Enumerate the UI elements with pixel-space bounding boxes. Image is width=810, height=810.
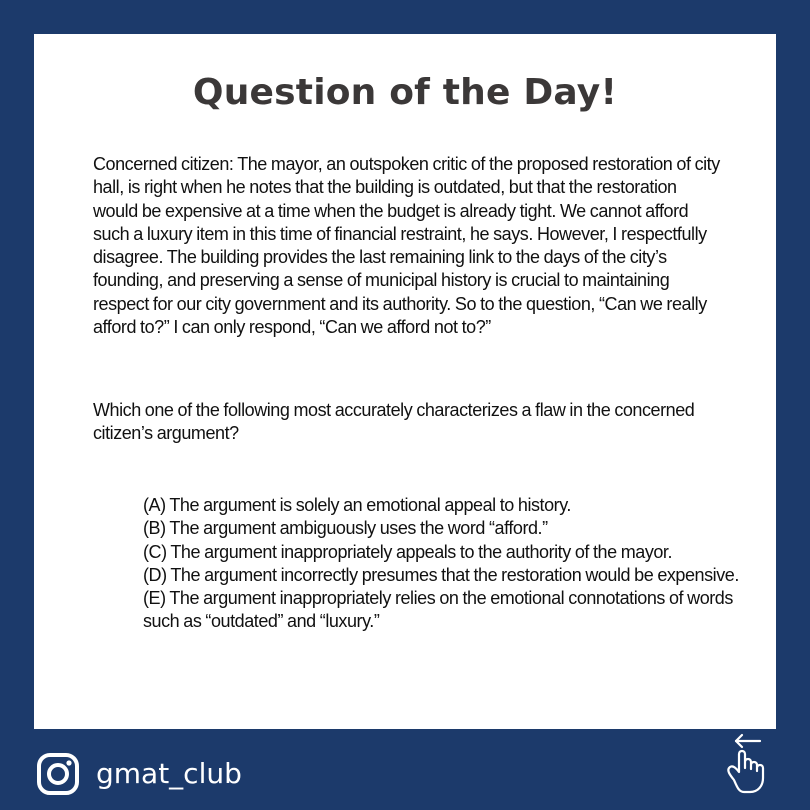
- account-handle[interactable]: gmat_club: [96, 757, 242, 790]
- question-passage: Concerned citizen: The mayor, an outspoken critic of the proposed restoration of city hall, is right when he notes that the building is outdated, but that the restoration would be expensive at a time when the budget is already tight. We cannot afford such a luxury item in this time of financial restraint, he says. However, I respectfully disagree. The building provides the last remaining link to the days of the city’s founding, and preserving a sense of municipal history is crucial to maintaining respect for our city government and its authority. So to the question, “Can we really afford to?” I can only respond, “Can we afford not to?”: [93, 154, 720, 338]
- question-stem: Which one of the following most accurately characterizes a flaw in the concerned citizen’s argument?: [93, 400, 695, 444]
- answer-choices: [143, 494, 743, 634]
- answer-choice-b: (B) The argument ambiguously uses the word “afford.”: [143, 518, 548, 539]
- page-title: Question of the Day!: [192, 72, 618, 113]
- answer-choice-a: (A) The argument is solely an emotional appeal to history.: [143, 495, 571, 515]
- instagram-icon: [36, 752, 80, 796]
- answer-choice-d: (D) The argument incorrectly presumes that the restoration would be expensive.: [143, 564, 739, 585]
- swipe-left-hand-icon: [718, 732, 776, 796]
- answer-choice-e: (E) The argument inappropriately relies on the emotional connotations of words such as “outdated” and “luxury.”: [143, 588, 733, 632]
- answer-choice-c: (C) The argument inappropriately appeals to the authority of the mayor.: [143, 541, 673, 562]
